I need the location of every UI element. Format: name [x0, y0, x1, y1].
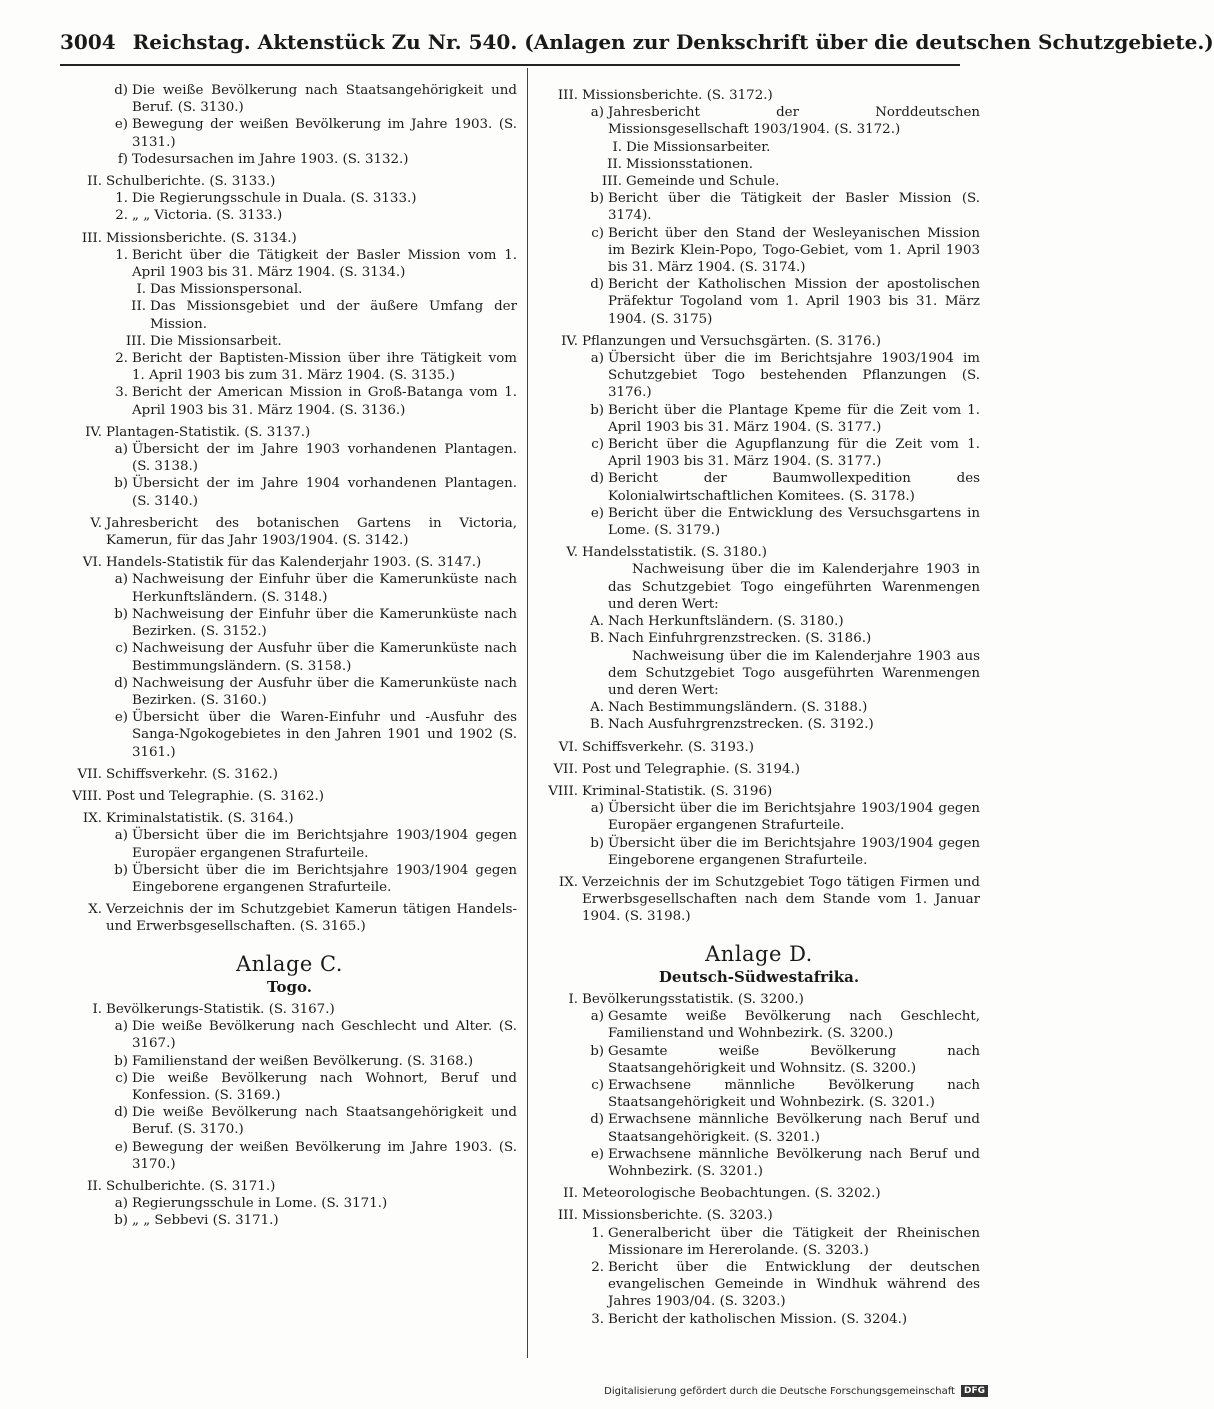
toc-entry-text: Handelsstatistik. (S. 3180.)	[582, 545, 767, 561]
toc-entry-label: VI.	[558, 739, 578, 755]
toc-entry-label: I.	[92, 1001, 102, 1017]
toc-entry	[62, 281, 517, 298]
toc-entry-text: Übersicht der im Jahre 1904 vorhandenen Plantagen. (S. 3140.)	[132, 476, 517, 509]
toc-entry	[62, 350, 517, 384]
toc-entry	[538, 173, 980, 190]
toc-entry-label: c)	[115, 1070, 128, 1086]
toc-entry-label: III.	[601, 174, 622, 190]
toc-entry-label: a)	[590, 105, 604, 121]
right-column	[538, 82, 980, 1328]
toc-entry-label: II.	[131, 299, 146, 315]
toc-entry-label: VI.	[82, 555, 102, 571]
toc-entry-label: VIII.	[548, 783, 578, 799]
toc-entry-text: Schiffsverkehr. (S. 3193.)	[582, 739, 754, 755]
toc-entry-label: a)	[114, 1196, 128, 1212]
toc-entry-label: c)	[115, 641, 128, 657]
toc-entry-text: Bericht über die Plantage Kpeme für die Zeit vom 1. April 1903 bis 31. März 1904. (S. 3177.)	[608, 402, 980, 435]
toc-entry-text: Gesamte weiße Bevölkerung nach Geschlecht, Familienstand und Wohnbezirk. (S. 3200.)	[608, 1009, 980, 1042]
toc-entry-text: „ „ Sebbevi (S. 3171.)	[132, 1213, 279, 1229]
toc-entry	[538, 276, 980, 328]
toc-entry	[62, 247, 517, 281]
toc-entry-text: Schulberichte. (S. 3171.)	[106, 1178, 276, 1194]
toc-entry	[62, 1001, 517, 1018]
toc-entry-text: „ „ Victoria. (S. 3133.)	[132, 208, 283, 224]
toc-entry-label: III.	[557, 88, 578, 103]
toc-entry-label: a)	[590, 1009, 604, 1025]
toc-entry	[538, 1225, 980, 1259]
toc-entry	[62, 788, 517, 805]
toc-entry-text: Übersicht über die Waren-Einfuhr und -Ausfuhr des Sanga-Ngokogebietes in den Jahren 1901 und 1902 (S. 3161.)	[132, 710, 517, 760]
toc-entry-text: Nach Ausfuhrgrenzstrecken. (S. 3192.)	[608, 717, 874, 733]
toc-entry-label: VII.	[553, 761, 578, 777]
toc-entry	[538, 783, 980, 800]
toc-entry-label: d)	[114, 83, 128, 98]
toc-entry-text: Missionsberichte. (S. 3172.)	[582, 88, 773, 103]
toc-entry-label: a)	[590, 801, 604, 817]
toc-entry-label: I.	[568, 991, 578, 1007]
toc-entry-label: b)	[590, 835, 604, 851]
toc-paragraph: Nachweisung über die im Kalenderjahre 1903 in das Schutzgebiet Togo eingeführten Warenmengen und deren Wert:	[608, 562, 980, 612]
toc-entry	[62, 230, 517, 247]
toc-entry-label: a)	[590, 351, 604, 367]
toc-entry	[62, 190, 517, 207]
toc-entry	[538, 1259, 980, 1311]
toc-entry	[538, 1111, 980, 1145]
toc-entry	[62, 298, 517, 332]
toc-entry	[538, 739, 980, 756]
toc-entry-label: 2.	[115, 208, 128, 224]
toc-entry	[62, 173, 517, 190]
toc-entry-text: Pflanzungen und Versuchsgärten. (S. 3176.)	[582, 333, 881, 349]
toc-entry-label: f)	[117, 151, 128, 167]
toc-entry	[62, 1178, 517, 1195]
toc-entry-text: Bericht über den Stand der Wesleyanischen Mission im Bezirk Klein-Popo, Togo-Gebiet, vom 1. April 1903 bis 31. März 1904. (S. 3174.)	[608, 225, 980, 276]
toc-entry	[538, 1077, 980, 1111]
toc-entry-text: Nachweisung der Ausfuhr über die Kamerunküste nach Bestimmungsländern. (S. 3158.)	[132, 641, 517, 674]
header-rule	[60, 64, 960, 66]
toc-entry-label: a)	[114, 828, 128, 844]
toc-entry	[538, 505, 980, 539]
toc-entry-label: 2.	[591, 1260, 604, 1275]
toc-entry	[62, 82, 517, 116]
toc-entry-text: Post und Telegraphie. (S. 3194.)	[582, 761, 801, 777]
toc-entry-text: Todesursachen im Jahre 1903. (S. 3132.)	[132, 151, 409, 167]
toc-entry	[62, 827, 517, 861]
toc-entry-label: d)	[590, 277, 604, 293]
toc-entry-text: Bericht über die Entwicklung der deutschen evangelischen Gemeinde in Windhuk während des Jahres 1903/04. (S. 3203.)	[608, 1260, 980, 1310]
toc-entry-label: V.	[566, 545, 578, 561]
toc-entry-label: d)	[114, 1105, 128, 1121]
annex-subtitle: Togo.	[267, 977, 312, 996]
toc-entry	[62, 862, 517, 896]
toc-entry	[538, 716, 980, 733]
toc-entry	[538, 402, 980, 436]
toc-entry	[538, 1207, 980, 1224]
toc-entry-label: III.	[557, 1208, 578, 1224]
toc-entry-text: Die Missionsarbeit.	[150, 333, 282, 349]
toc-entry-label: c)	[591, 225, 604, 241]
toc-entry	[62, 384, 517, 418]
toc-entry	[538, 699, 980, 716]
toc-entry-label: A.	[590, 700, 604, 716]
toc-entry	[62, 1139, 517, 1173]
toc-entry-label: b)	[114, 606, 128, 622]
toc-entry-label: 3.	[115, 385, 128, 401]
toc-entry	[62, 571, 517, 605]
toc-entry-text: Jahresbericht des botanischen Gartens in Victoria, Kamerun, für das Jahr 1903/1904. (S. 3142.)	[106, 515, 517, 549]
toc-entry-label: 1.	[115, 247, 128, 263]
toc-entry-label: VIII.	[72, 788, 102, 804]
toc-entry-text: Bericht der Baumwollexpedition des Kolonialwirtschaftlichen Komitees. (S. 3178.)	[608, 471, 980, 504]
toc-entry	[62, 151, 517, 168]
toc-entry-label: a)	[114, 572, 128, 588]
toc-entry-label: b)	[114, 862, 128, 878]
toc-entry-text: Übersicht der im Jahre 1903 vorhandenen Plantagen. (S. 3138.)	[132, 442, 517, 475]
toc-entry	[538, 613, 980, 630]
toc-entry-text: Erwachsene männliche Bevölkerung nach Beruf und Staatsangehörigkeit. (S. 3201.)	[608, 1112, 980, 1145]
toc-entry-text: Jahresbericht der Norddeutschen Missionsgesellschaft 1903/1904. (S. 3172.)	[608, 105, 980, 138]
toc-entry-text: Verzeichnis der im Schutzgebiet Togo tätigen Firmen und Erwerbsgesellschaften nach dem Stande vom 1. Januar 1904. (S. 3198.)	[582, 874, 980, 925]
toc-entry	[538, 104, 980, 138]
toc-entry-text: Familienstand der weißen Bevölkerung. (S. 3168.)	[132, 1053, 474, 1069]
toc-entry-text: Die Regierungsschule in Duala. (S. 3133.)	[132, 191, 417, 207]
toc-entry-label: a)	[114, 442, 128, 458]
toc-entry	[538, 761, 980, 778]
toc-entry	[538, 1185, 980, 1202]
toc-entry-text: Übersicht über die im Berichtsjahre 1903/1904 im Schutzgebiet Togo bestehenden Pflanzungen (S. 3176.)	[608, 351, 980, 401]
toc-entry-text: Missionsberichte. (S. 3203.)	[582, 1208, 773, 1224]
toc-entry-text: Kriminal-Statistik. (S. 3196)	[582, 783, 773, 799]
toc-entry	[62, 1195, 517, 1212]
toc-entry	[62, 441, 517, 475]
toc-entry	[538, 1311, 980, 1328]
toc-entry-text: Bericht über die Entwicklung des Versuchsgartens in Lome. (S. 3179.)	[608, 505, 980, 539]
toc-entry	[538, 350, 980, 402]
toc-entry-label: VII.	[77, 766, 102, 782]
toc-entry-text: Übersicht über die im Berichtsjahre 1903/1904 gegen Europäer ergangenen Strafurteile.	[132, 828, 517, 861]
footer-text: Digitalisierung gefördert durch die Deutsche Forschungsgemeinschaft	[604, 1385, 955, 1397]
toc-entry-label: B.	[589, 631, 604, 647]
toc-entry	[538, 87, 980, 104]
toc-entry-label: e)	[114, 710, 128, 726]
toc-entry-label: e)	[590, 505, 604, 521]
toc-entry-label: b)	[114, 1053, 128, 1069]
toc-entry-label: 2.	[115, 351, 128, 367]
toc-entry-text: Das Missionspersonal.	[150, 282, 303, 298]
toc-entry-label: IV.	[561, 333, 578, 349]
toc-entry-text: Meteorologische Beobachtungen. (S. 3202.)	[582, 1186, 881, 1202]
footer	[604, 1385, 988, 1397]
toc-entry	[62, 1070, 517, 1104]
toc-entry	[62, 424, 517, 441]
toc-entry-label: IX.	[558, 874, 578, 890]
toc-entry	[538, 800, 980, 834]
toc-entry-label: 1.	[591, 1225, 604, 1241]
toc-entry-text: Erwachsene männliche Bevölkerung nach Staatsangehörigkeit und Wohnbezirk. (S. 3201.)	[608, 1077, 980, 1111]
toc-entry-text: Bericht über die Tätigkeit der Basler Mission (S. 3174).	[608, 191, 980, 224]
annex-title: Anlage C.	[236, 951, 343, 976]
toc-entry-label: b)	[590, 402, 604, 418]
toc-entry-text: Bericht der katholischen Mission. (S. 3204.)	[608, 1311, 908, 1327]
toc-entry	[538, 991, 980, 1008]
toc-entry-label: b)	[590, 191, 604, 207]
toc-entry	[538, 1146, 980, 1180]
toc-entry-label: c)	[591, 437, 604, 453]
toc-entry-text: Handels-Statistik für das Kalenderjahr 1903. (S. 3147.)	[106, 555, 482, 571]
toc-entry-label: I.	[612, 139, 622, 155]
toc-entry-label: d)	[114, 675, 128, 691]
toc-entry-text: Nachweisung der Einfuhr über die Kamerunküste nach Herkunftsländern. (S. 3148.)	[132, 572, 517, 605]
toc-entry	[538, 333, 980, 350]
toc-entry	[62, 640, 517, 674]
toc-entry-text: Bericht der Katholischen Mission der apostolischen Präfektur Togoland vom 1. April 1903 bis 31. März 1904. (S. 3175)	[608, 277, 980, 327]
toc-entry-label: d)	[590, 1112, 604, 1128]
column-divider	[527, 68, 528, 1358]
toc-entry-text: Erwachsene männliche Bevölkerung nach Beruf und Wohnbezirk. (S. 3201.)	[608, 1146, 980, 1179]
toc-entry-label: III.	[81, 230, 102, 246]
toc-entry-label: III.	[125, 333, 146, 349]
toc-entry	[62, 675, 517, 709]
toc-entry-text: Regierungsschule in Lome. (S. 3171.)	[132, 1196, 388, 1212]
toc-entry	[538, 436, 980, 470]
toc-entry	[538, 139, 980, 156]
toc-entry-label: b)	[114, 1213, 128, 1229]
toc-entry	[538, 630, 980, 647]
toc-entry	[62, 515, 517, 549]
toc-entry-text: Bericht der Baptisten-Mission über ihre Tätigkeit vom 1. April 1903 bis zum 31. März 1904. (S. 3135.)	[132, 351, 517, 384]
toc-entry	[538, 156, 980, 173]
toc-entry-label: A.	[590, 614, 604, 630]
toc-entry-text: Bevölkerungs-Statistik. (S. 3167.)	[106, 1001, 335, 1017]
toc-entry-label: e)	[590, 1146, 604, 1162]
toc-entry-label: d)	[590, 471, 604, 487]
toc-entry-text: Generalbericht über die Tätigkeit der Rheinischen Missionare im Hererolande. (S. 3203.)	[608, 1225, 980, 1258]
toc-entry-text: Die weiße Bevölkerung nach Staatsangehörigkeit und Beruf. (S. 3170.)	[132, 1105, 517, 1138]
toc-entry-text: Missionsstationen.	[626, 156, 753, 172]
toc-entry	[62, 766, 517, 783]
toc-entry	[538, 835, 980, 869]
toc-entry-label: 3.	[591, 1311, 604, 1327]
toc-entry	[62, 207, 517, 224]
toc-entry-text: Bericht über die Tätigkeit der Basler Mission vom 1. April 1903 bis 31. März 1904. (S. 3134.)	[132, 247, 517, 281]
toc-entry-text: Kriminalstatistik. (S. 3164.)	[106, 811, 294, 827]
toc-entry	[538, 544, 980, 561]
toc-entry	[62, 606, 517, 640]
toc-paragraph: Nachweisung über die im Kalenderjahre 1903 aus dem Schutzgebiet Togo ausgeführten Warenmengen und deren Wert:	[608, 648, 980, 698]
toc-entry-text: Schulberichte. (S. 3133.)	[106, 174, 276, 190]
toc-entry-label: IV.	[85, 424, 102, 440]
toc-entry-text: Die Missionsarbeiter.	[626, 139, 771, 155]
annex-subtitle: Deutsch-Südwestafrika.	[658, 967, 860, 986]
toc-entry-text: Die weiße Bevölkerung nach Geschlecht und Alter. (S. 3167.)	[132, 1019, 517, 1052]
toc-entry-text: Bevölkerungsstatistik. (S. 3200.)	[582, 991, 804, 1007]
toc-entry-text: Bericht über die Agupflanzung für die Zeit vom 1. April 1903 bis 31. März 1904. (S. 3177.)	[608, 437, 980, 470]
toc-entry-text: Nach Einfuhrgrenzstrecken. (S. 3186.)	[608, 631, 872, 647]
toc-entry-label: V.	[90, 515, 102, 531]
toc-entry	[538, 1008, 980, 1042]
toc-entry-label: b)	[114, 476, 128, 492]
toc-entry	[62, 475, 517, 509]
toc-entry-text: Gemeinde und Schule.	[626, 174, 780, 190]
page-header-title: Reichstag. Aktenstück Zu Nr. 540. (Anlagen zur Denkschrift über die deutschen Schutzgebiete.)	[132, 30, 1214, 54]
toc-entry-label: B.	[589, 717, 604, 733]
toc-entry-text: Plantagen-Statistik. (S. 3137.)	[106, 424, 311, 440]
toc-entry-label: II.	[87, 1178, 102, 1194]
toc-entry-label: IX.	[82, 811, 102, 827]
toc-entry-text: Die weiße Bevölkerung nach Staatsangehörigkeit und Beruf. (S. 3130.)	[132, 83, 517, 116]
toc-entry	[538, 190, 980, 224]
toc-entry-label: 1.	[115, 191, 128, 207]
toc-entry	[62, 810, 517, 827]
toc-entry-text: Verzeichnis der im Schutzgebiet Kamerun tätigen Handels- und Erwerbsgesellschaften. (S. 3165.)	[106, 902, 517, 935]
toc-entry-text: Übersicht über die im Berichtsjahre 1903/1904 gegen Eingeborene ergangenen Strafurteile.	[132, 862, 517, 895]
toc-entry-label: a)	[114, 1019, 128, 1035]
toc-entry-label: e)	[114, 117, 128, 133]
toc-entry-text: Die weiße Bevölkerung nach Wohnort, Beruf und Konfession. (S. 3169.)	[132, 1070, 517, 1103]
left-column	[62, 82, 517, 1230]
toc-entry	[538, 1043, 980, 1077]
toc-entry	[62, 1018, 517, 1052]
toc-entry-text: Bewegung der weißen Bevölkerung im Jahre 1903. (S. 3131.)	[132, 117, 517, 150]
toc-entry-label: II.	[87, 174, 102, 190]
dfg-logo: DFG	[961, 1385, 988, 1397]
toc-entry	[62, 1212, 517, 1229]
toc-entry	[62, 554, 517, 571]
toc-entry	[62, 333, 517, 350]
toc-entry-label: c)	[591, 1077, 604, 1093]
toc-entry-text: Bewegung der weißen Bevölkerung im Jahre 1903. (S. 3170.)	[132, 1139, 517, 1172]
page-number: 3004	[60, 30, 116, 54]
toc-entry	[538, 470, 980, 504]
toc-entry	[62, 901, 517, 935]
toc-entry-text: Nach Herkunftsländern. (S. 3180.)	[608, 614, 844, 630]
toc-entry-text: Post und Telegraphie. (S. 3162.)	[106, 788, 325, 804]
toc-entry-text: Schiffsverkehr. (S. 3162.)	[106, 766, 278, 782]
toc-entry-text: Missionsberichte. (S. 3134.)	[106, 230, 297, 246]
annex-title: Anlage D.	[705, 941, 813, 966]
toc-entry	[538, 874, 980, 926]
toc-entry	[62, 116, 517, 150]
toc-entry	[538, 225, 980, 277]
toc-entry-label: II.	[563, 1186, 578, 1202]
toc-entry-text: Gesamte weiße Bevölkerung nach Staatsangehörigkeit und Wohnsitz. (S. 3200.)	[608, 1043, 980, 1076]
toc-entry	[62, 709, 517, 761]
toc-entry-text: Nachweisung der Einfuhr über die Kamerunküste nach Bezirken. (S. 3152.)	[132, 606, 517, 640]
toc-entry	[62, 1104, 517, 1138]
toc-entry-text: Nach Bestimmungsländern. (S. 3188.)	[608, 700, 868, 716]
toc-entry-label: I.	[136, 282, 146, 298]
toc-entry-text: Das Missionsgebiet und der äußere Umfang der Mission.	[150, 299, 517, 332]
page-header	[60, 30, 1214, 60]
toc-entry-text: Nachweisung der Ausfuhr über die Kamerunküste nach Bezirken. (S. 3160.)	[132, 675, 517, 708]
toc-entry-text: Übersicht über die im Berichtsjahre 1903/1904 gegen Eingeborene ergangenen Strafurteile.	[608, 835, 980, 868]
toc-entry-text: Übersicht über die im Berichtsjahre 1903/1904 gegen Europäer ergangenen Strafurteile.	[608, 801, 980, 834]
toc-entry-label: II.	[607, 156, 622, 172]
toc-entry-label: X.	[88, 902, 102, 918]
toc-entry-label: e)	[114, 1139, 128, 1155]
toc-entry-label: b)	[590, 1043, 604, 1059]
toc-entry	[62, 1053, 517, 1070]
toc-entry-text: Bericht der American Mission in Groß-Batanga vom 1. April 1903 bis 31. März 1904. (S. 3136.)	[132, 385, 517, 418]
